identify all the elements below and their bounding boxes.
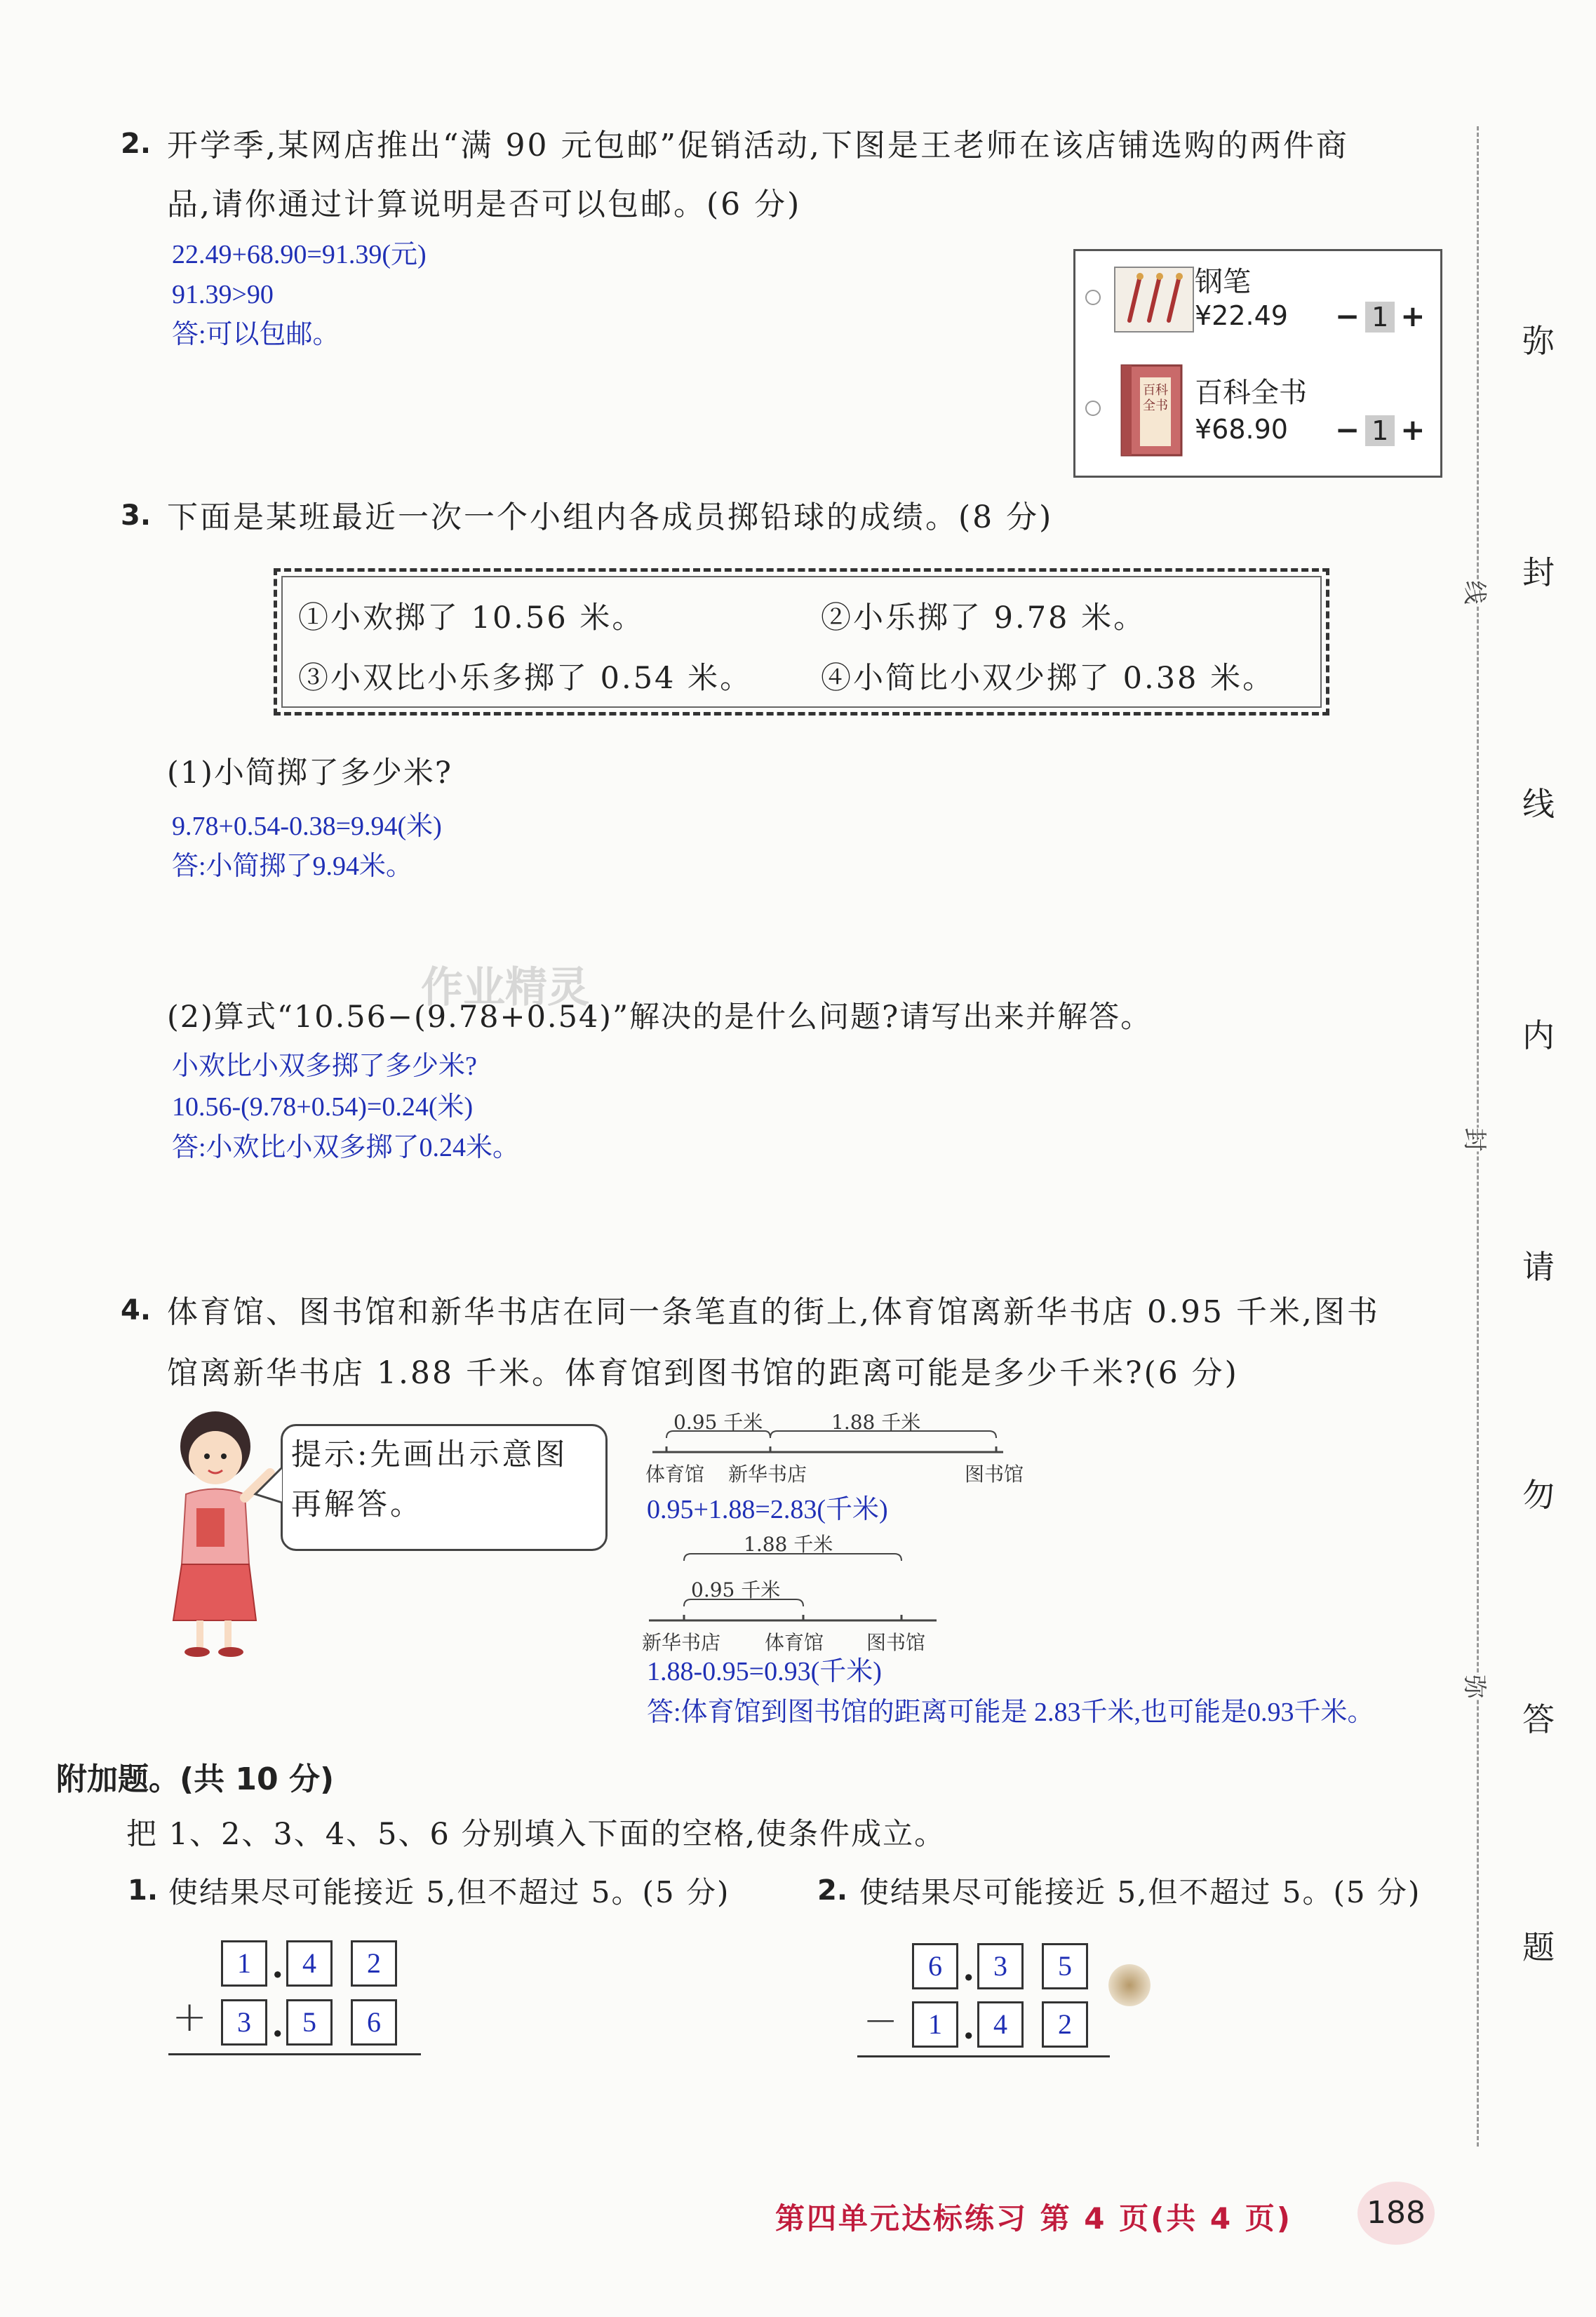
margin-char: 内 [1522, 1016, 1555, 1054]
margin-char: 请 [1522, 1248, 1555, 1286]
plus-button[interactable]: + [1400, 412, 1426, 447]
point-label: 体育馆 [765, 1631, 824, 1654]
digit-box[interactable]: 6 [912, 1943, 958, 1989]
quantity-stepper-encyclopedia[interactable] [1335, 412, 1425, 447]
digit-box[interactable]: 3 [221, 1999, 267, 2046]
q3-part2-question: (2)算式“10.56−(9.78+0.54)”解决的是什么问题?请写出来并解答。 [167, 1000, 1153, 1035]
digit-box[interactable]: 3 [977, 1943, 1024, 1989]
product-price-encyclopedia: ¥68.90 [1195, 414, 1288, 445]
q3-part1-answer-line1: 9.78+0.54-0.38=9.94(米) [172, 812, 442, 841]
decimal-point: . [963, 2006, 975, 2047]
stain-mark [1108, 1964, 1151, 2006]
product-card [1073, 249, 1442, 478]
product-name-encyclopedia: 百科全书 [1195, 377, 1307, 409]
quantity-stepper-pen[interactable] [1335, 299, 1425, 333]
margin-char: 题 [1522, 1928, 1555, 1966]
encyclopedia-image [1116, 362, 1186, 460]
digit-box[interactable]: 2 [351, 1940, 397, 1987]
minus-button[interactable]: − [1335, 299, 1360, 333]
q3-title: 下面是某班最近一次一个小组内各成员掷铅球的成绩。(8 分) [167, 499, 1054, 535]
q4-number: 4. [121, 1294, 152, 1327]
seal-line-label: 线 [1460, 581, 1494, 605]
digit-box[interactable]: 4 [977, 2001, 1024, 2048]
q3-part2-answer-line1: 小欢比小双多掷了多少米? [172, 1052, 477, 1081]
digit-box[interactable]: 1 [221, 1940, 267, 1987]
q3-part1-question: (1)小简掷了多少米? [167, 755, 452, 791]
q3-part2-answer-line3: 答:小欢比小双多掷了0.24米。 [172, 1133, 520, 1162]
q4-answer-line2: 1.88-0.95=0.93(千米) [647, 1657, 882, 1686]
q4-text-line2: 馆离新华书店 1.88 千米。体育馆到图书馆的距离可能是多少千米?(6 分) [167, 1355, 1239, 1391]
q4-answer-line1: 0.95+1.88=2.83(千米) [647, 1495, 888, 1524]
result-item: ③小双比小乐多掷了 0.54 米。 [298, 661, 753, 696]
q3-part1-answer-line2: 答:小简掷了9.94米。 [172, 852, 413, 881]
q3-number: 3. [121, 499, 152, 532]
digit-box[interactable]: 4 [286, 1940, 333, 1987]
q2-number: 2. [121, 128, 152, 160]
point-label: 图书馆 [965, 1463, 1024, 1486]
q4-text-line1: 体育馆、图书馆和新华书店在同一条笔直的街上,体育馆离新华书店 0.95 千米,图书 [167, 1294, 1380, 1330]
decimal-point: . [963, 1947, 975, 1989]
bonus-intro: 把 1、2、3、4、5、6 分别填入下面的空格,使条件成立。 [126, 1817, 946, 1852]
digit-box[interactable]: 1 [912, 2001, 958, 2048]
bonus-p1-number: 1. [128, 1874, 159, 1907]
margin-char: 勿 [1522, 1476, 1555, 1514]
segment-label: 1.88 千米 [744, 1533, 833, 1556]
q3-part2-answer-line2: 10.56-(9.78+0.54)=0.24(米) [172, 1092, 474, 1122]
bonus-p1-text: 使结果尽可能接近 5,但不超过 5。(5 分) [168, 1875, 730, 1909]
point-label: 图书馆 [866, 1631, 926, 1654]
bonus-p2-text: 使结果尽可能接近 5,但不超过 5。(5 分) [859, 1875, 1421, 1909]
margin-char: 封 [1522, 553, 1555, 591]
q2-answer-line3: 答:可以包邮。 [172, 320, 340, 349]
pen-image [1114, 267, 1194, 333]
segment-label: 0.95 千米 [691, 1578, 781, 1601]
distance-diagram-2 [642, 1529, 951, 1656]
margin-char: 答 [1522, 1700, 1555, 1738]
q4-answer-line3: 答:体育馆到图书馆的距离可能是 2.83千米,也可能是0.93千米。 [647, 1698, 1374, 1727]
margin-char: 弥 [1522, 322, 1555, 360]
minus-button[interactable]: − [1335, 412, 1360, 447]
plus-sign: + [172, 1992, 208, 2041]
plus-button[interactable]: + [1400, 299, 1426, 333]
sum-line [168, 2053, 421, 2055]
segment-label: 0.95 千米 [673, 1411, 763, 1434]
distance-diagram-1 [645, 1410, 1024, 1487]
digit-box[interactable]: 2 [1042, 2001, 1088, 2048]
bonus-p2-number: 2. [817, 1874, 848, 1907]
seal-line-label: 封 [1460, 1128, 1494, 1152]
hint-line2: 再解答。 [291, 1487, 423, 1522]
difference-line [857, 2055, 1110, 2057]
digit-box[interactable]: 6 [351, 1999, 397, 2046]
q2-text-line2: 品,请你通过计算说明是否可以包邮。(6 分) [167, 187, 802, 222]
watermark: 作业精灵 [421, 963, 589, 1012]
result-item: ①小欢掷了 10.56 米。 [298, 600, 645, 636]
quantity-value[interactable]: 1 [1365, 415, 1395, 446]
teacher-illustration [158, 1403, 284, 1663]
book-cover-title: 百科全书 [1143, 383, 1168, 413]
decimal-point: . [271, 1945, 284, 1986]
bubble-tail [253, 1466, 288, 1508]
bonus-title: 附加题。(共 10 分) [56, 1761, 335, 1797]
digit-box[interactable]: 5 [286, 1999, 333, 2046]
hint-line1: 提示:先画出示意图 [291, 1437, 568, 1472]
result-item: ②小乐掷了 9.78 米。 [821, 600, 1146, 636]
seal-line-label: 弥 [1460, 1675, 1494, 1699]
point-label: 新华书店 [642, 1631, 721, 1654]
product-price-pen: ¥22.49 [1195, 300, 1288, 331]
q2-answer-line2: 91.39>90 [172, 280, 274, 309]
card-hole [1085, 290, 1101, 305]
q2-answer-line1: 22.49+68.90=91.39(元) [172, 240, 427, 269]
digit-box[interactable]: 5 [1042, 1943, 1088, 1989]
quantity-value[interactable]: 1 [1365, 302, 1395, 333]
segment-label: 1.88 千米 [831, 1411, 921, 1434]
card-hole [1085, 401, 1101, 416]
point-label: 体育馆 [645, 1463, 705, 1486]
margin-char: 线 [1522, 785, 1555, 823]
point-label: 新华书店 [728, 1463, 807, 1486]
product-name-pen: 钢笔 [1195, 266, 1251, 298]
page-number: 188 [1357, 2182, 1435, 2245]
minus-sign: − [863, 1996, 899, 2045]
q3-results-box [274, 568, 1329, 716]
result-item: ④小简比小双少掷了 0.38 米。 [821, 661, 1275, 696]
decimal-point: . [271, 2003, 284, 2045]
q2-text-line1: 开学季,某网店推出“满 90 元包邮”促销活动,下图是王老师在该店铺选购的两件商 [167, 128, 1349, 163]
footer-text: 第四单元达标练习 第 4 页(共 4 页) [775, 2201, 1292, 2236]
hint-bubble [281, 1424, 608, 1551]
